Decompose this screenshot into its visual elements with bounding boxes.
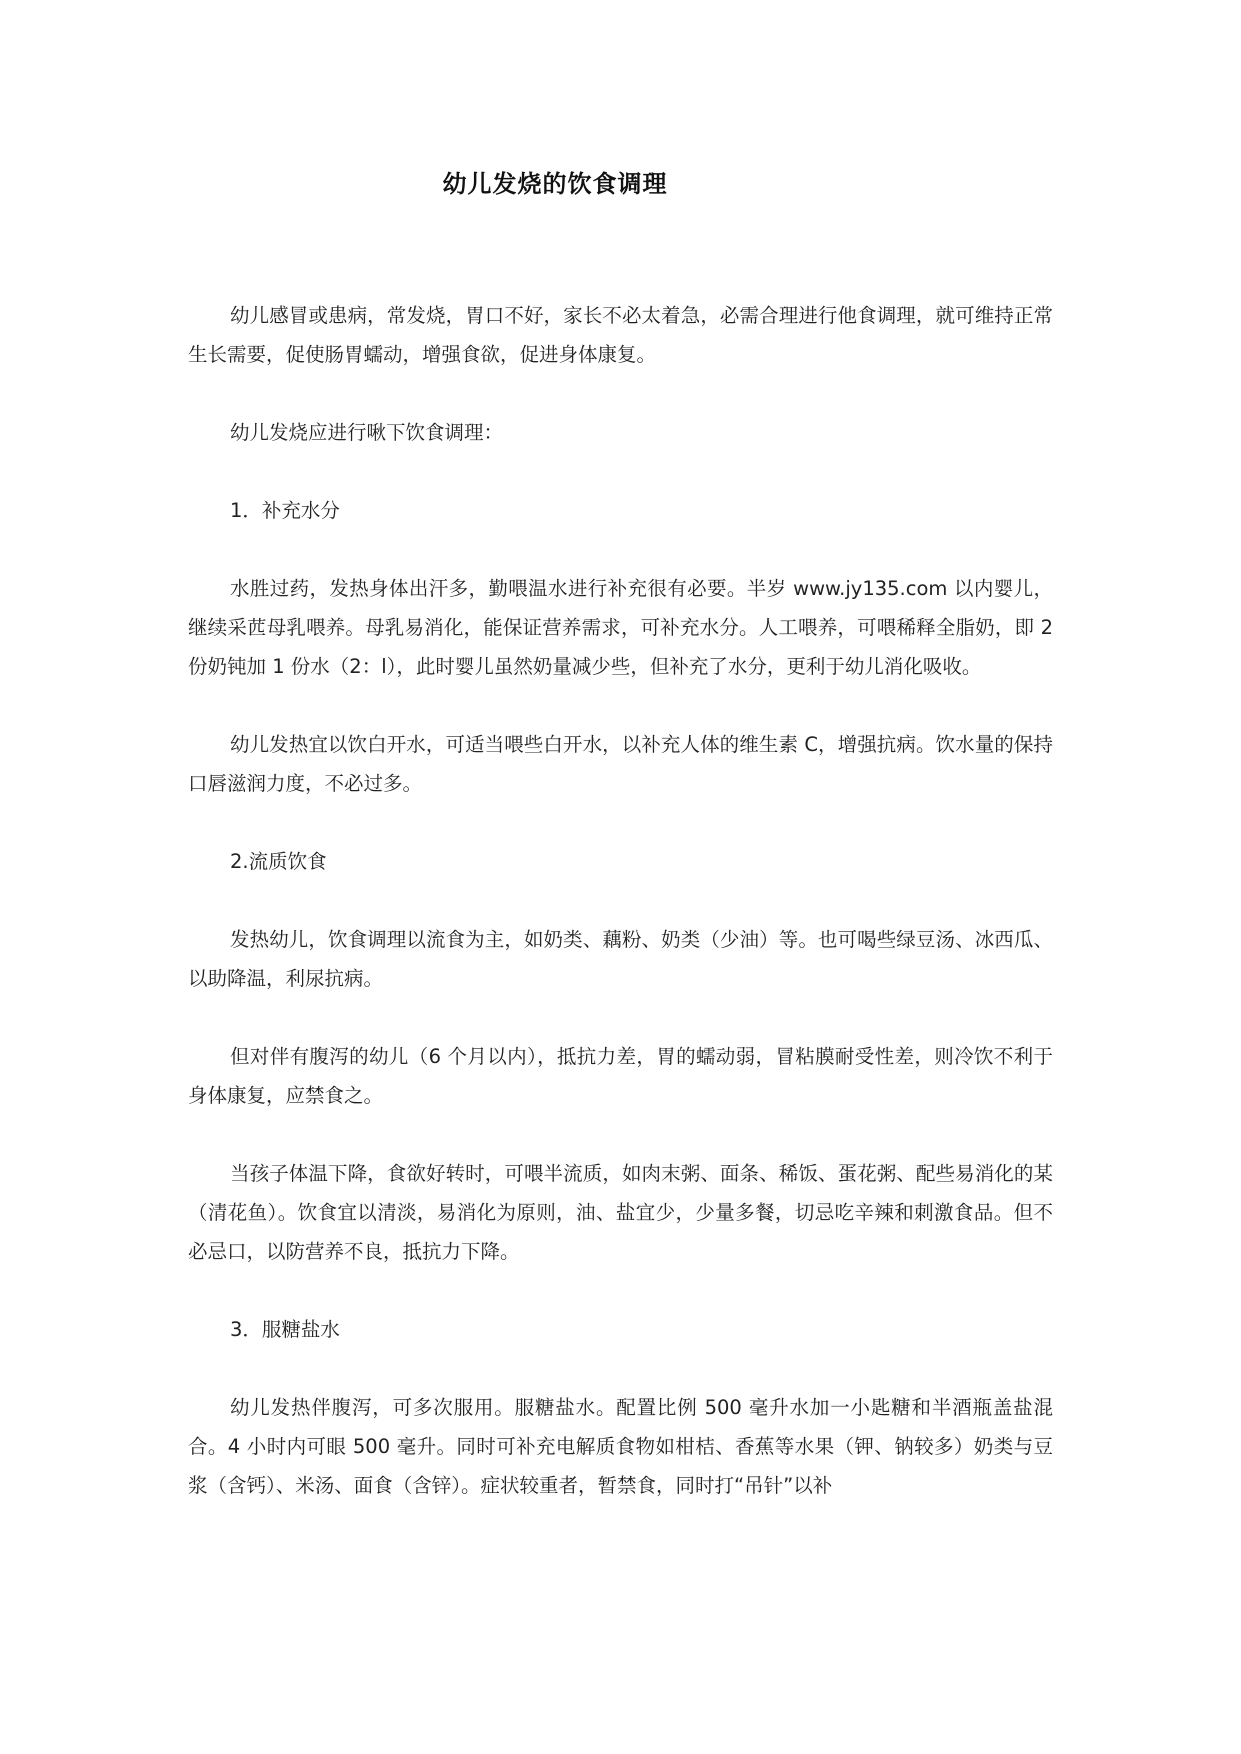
paragraph-gap — [188, 1271, 1053, 1310]
paragraph-water-2: 幼儿发热宜以饮白开水，可适当喂些白开水，以补充人体的维生素 C，增强抗病。饮水量的保持口唇滋润力度，不必过多。 — [188, 733, 1053, 795]
paragraph-gap — [188, 998, 1053, 1037]
paragraph-water-1: 水胜过药，发热身体出汗多，勤喂温水进行补充很有必要。半岁 www.jy135.com 以内婴儿，继续采苉母乳喂养。母乳易消化，能保证营养需求，可补充水分。人工喂养，可喂稀释全脂奶，即 2 份奶钝加 1 份水（2：l），此时婴儿虽然奶量减少些，但补充了水分，更利于幼儿消化吸收。 — [188, 577, 1053, 678]
document-title: 幼儿发烧的饮食调理 — [442, 170, 668, 198]
section-heading-liquid: 2.流质饮食 — [230, 850, 327, 873]
document-body — [188, 296, 1053, 1505]
paragraph-liquid-3: 当孩子体温下降，食欲好转时，可喂半流质，如肉末粥、面条、稀饭、蛋花粥、配些易消化的某（清花鱼）。饮食宜以清淡，易消化为原则，油、盐宜少，少量多餐，切忌吃辛辣和刺激食品。但不必忌口，以防营养不良，抵抗力下降。 — [188, 1162, 1053, 1263]
paragraph-gap — [188, 530, 1053, 569]
section-heading-water: 1．补充水分 — [230, 499, 340, 522]
paragraph-gap — [188, 374, 1053, 413]
paragraph-sugar-salt: 幼儿发热伴腹泻，可多次服用。服糖盐水。配置比例 500 毫升水加一小匙糖和半酒瓶盖盐混合。4 小时内可眼 500 毫升。同时可补充电解质食物如柑桔、香蕉等水果（钾、钠较多）奶类与豆浆（含钙）、米汤、面食（含锌）。症状较重者，暂禁食，同时打“吊针”以补 — [188, 1396, 1053, 1497]
paragraph-gap — [188, 1115, 1053, 1154]
paragraph-gap — [188, 1349, 1053, 1388]
paragraph-intro: 幼儿感冒或患病，常发烧，胃口不好，家长不必太着急，必需合理进行他食调理，就可维持正常生长需要，促使肠胃蠕动，增强食欲，促进身体康复。 — [188, 304, 1053, 366]
paragraph-gap — [188, 803, 1053, 842]
paragraph-liquid-1: 发热幼儿，饮食调理以流食为主，如奶类、藕粉、奶类（少油）等。也可喝些绿豆汤、冰西瓜、以助降温，利尿抗病。 — [188, 928, 1053, 990]
paragraph-lead: 幼儿发烧应进行啾下饮食调理： — [230, 421, 504, 444]
paragraph-gap — [188, 452, 1053, 491]
paragraph-gap — [188, 686, 1053, 725]
section-heading-sugar-salt: 3．服糖盐水 — [230, 1318, 340, 1341]
paragraph-liquid-2: 但对伴有腹泻的幼儿（6 个月以内），抵抗力差，胃的蠕动弱，冒粘膜耐受性差，则冷饮不利于身体康复，应禁食之。 — [188, 1045, 1053, 1107]
paragraph-gap — [188, 881, 1053, 920]
